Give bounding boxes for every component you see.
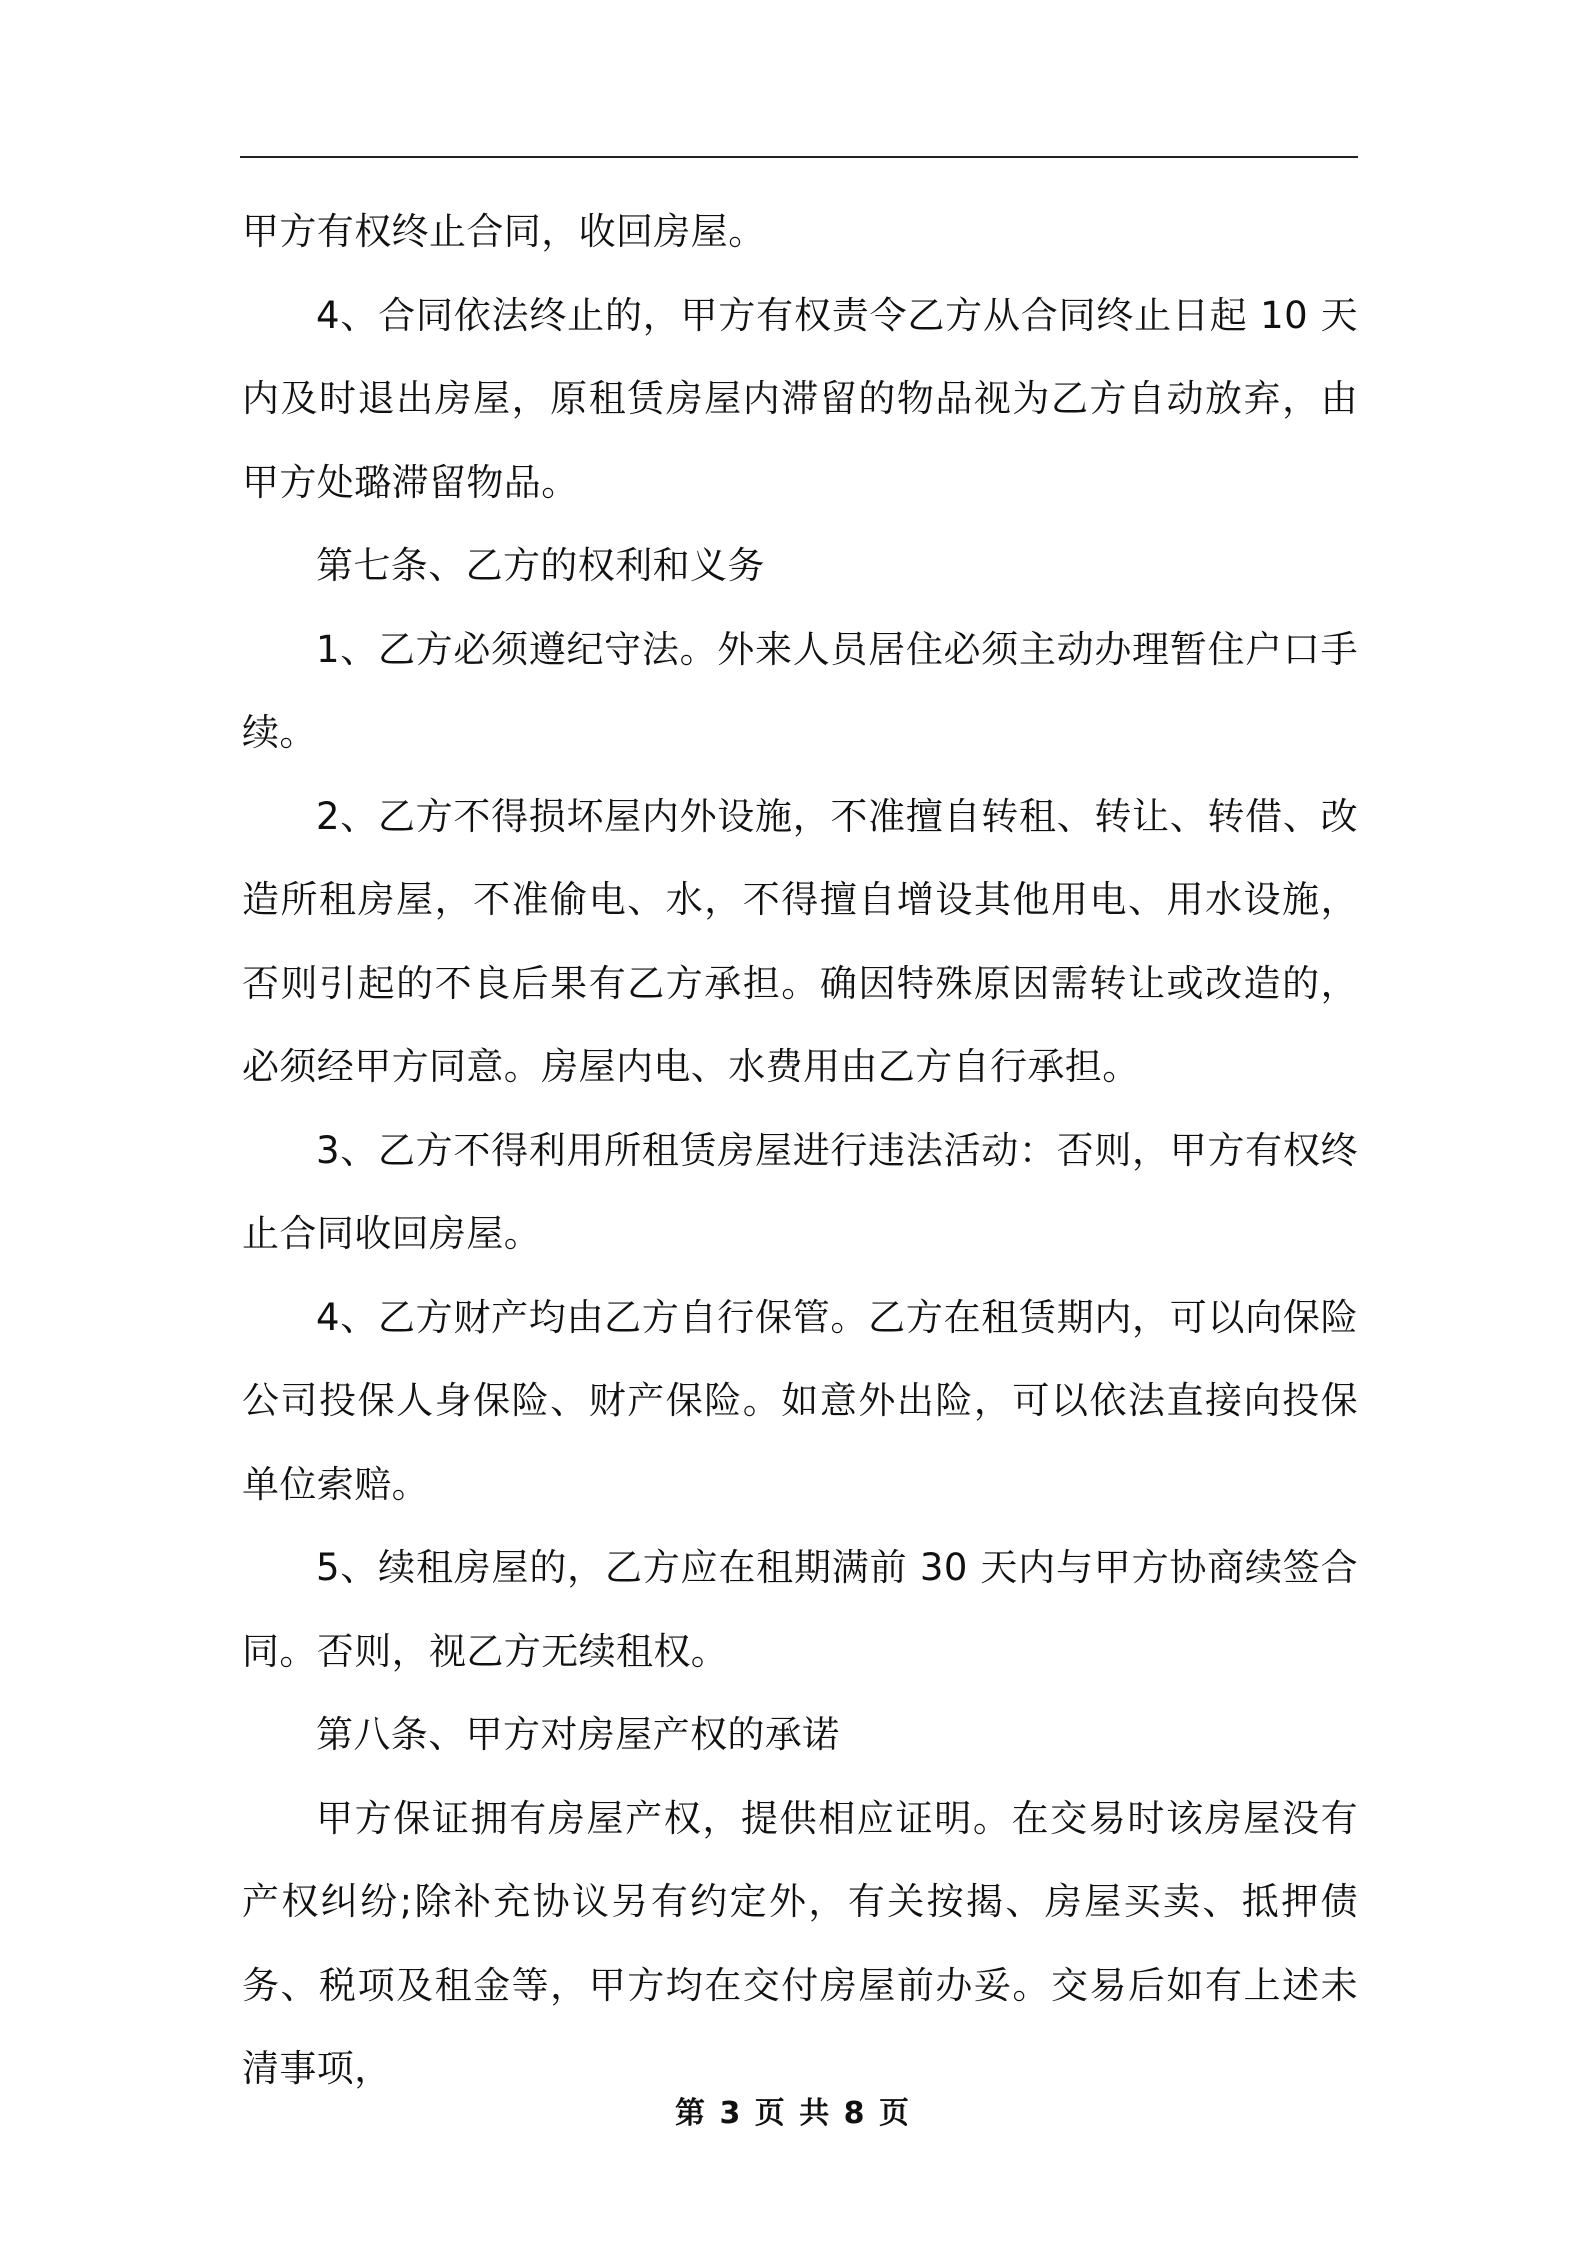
- document-body: [242, 190, 1358, 2111]
- paragraph: 2、乙方不得损坏屋内外设施，不准擅自转租、转让、转借、改造所租房屋，不准偷电、水，不得擅自增设其他用电、用水设施，否则引起的不良后果有乙方承担。确因特殊原因需转让或改造的，必须经甲方同意。房屋内电、水费用由乙方自行承担。: [242, 794, 1358, 1088]
- section-heading: 第七条、乙方的权利和义务: [316, 544, 765, 587]
- paragraph: 4、合同依法终止的，甲方有权责令乙方从合同终止日起 10 天内及时退出房屋，原租赁房屋内滞留的物品视为乙方自动放弃，由甲方处璐滞留物品。: [242, 293, 1358, 504]
- paragraph: 甲方保证拥有房屋产权，提供相应证明。在交易时该房屋没有产权纠纷;除补充协议另有约定外，有关按揭、房屋买卖、抵押债务、税项及租金等，甲方均在交付房屋前办妥。交易后如有上述未清事项，: [242, 1796, 1358, 2090]
- section-heading: 第八条、甲方对房屋产权的承诺: [316, 1713, 840, 1756]
- page-number: 第 3 页 共 8 页: [675, 2096, 911, 2131]
- paragraph: 5、续租房屋的，乙方应在租期满前 30 天内与甲方协商续签合同。否则，视乙方无续租权。: [242, 1546, 1358, 1673]
- paragraph: 4、乙方财产均由乙方自行保管。乙方在租赁期内，可以向保险公司投保人身保险、财产保险。如意外出险，可以依法直接向投保单位索赔。: [242, 1295, 1358, 1506]
- paragraph: 3、乙方不得利用所租赁房屋进行违法活动：否则，甲方有权终止合同收回房屋。: [242, 1128, 1358, 1255]
- paragraph: 1、乙方必须遵纪守法。外来人员居住必须主动办理暂住户口手续。: [242, 627, 1358, 754]
- paragraph: 甲方有权终止合同，收回房屋。: [242, 210, 766, 253]
- header-rule: [240, 156, 1358, 158]
